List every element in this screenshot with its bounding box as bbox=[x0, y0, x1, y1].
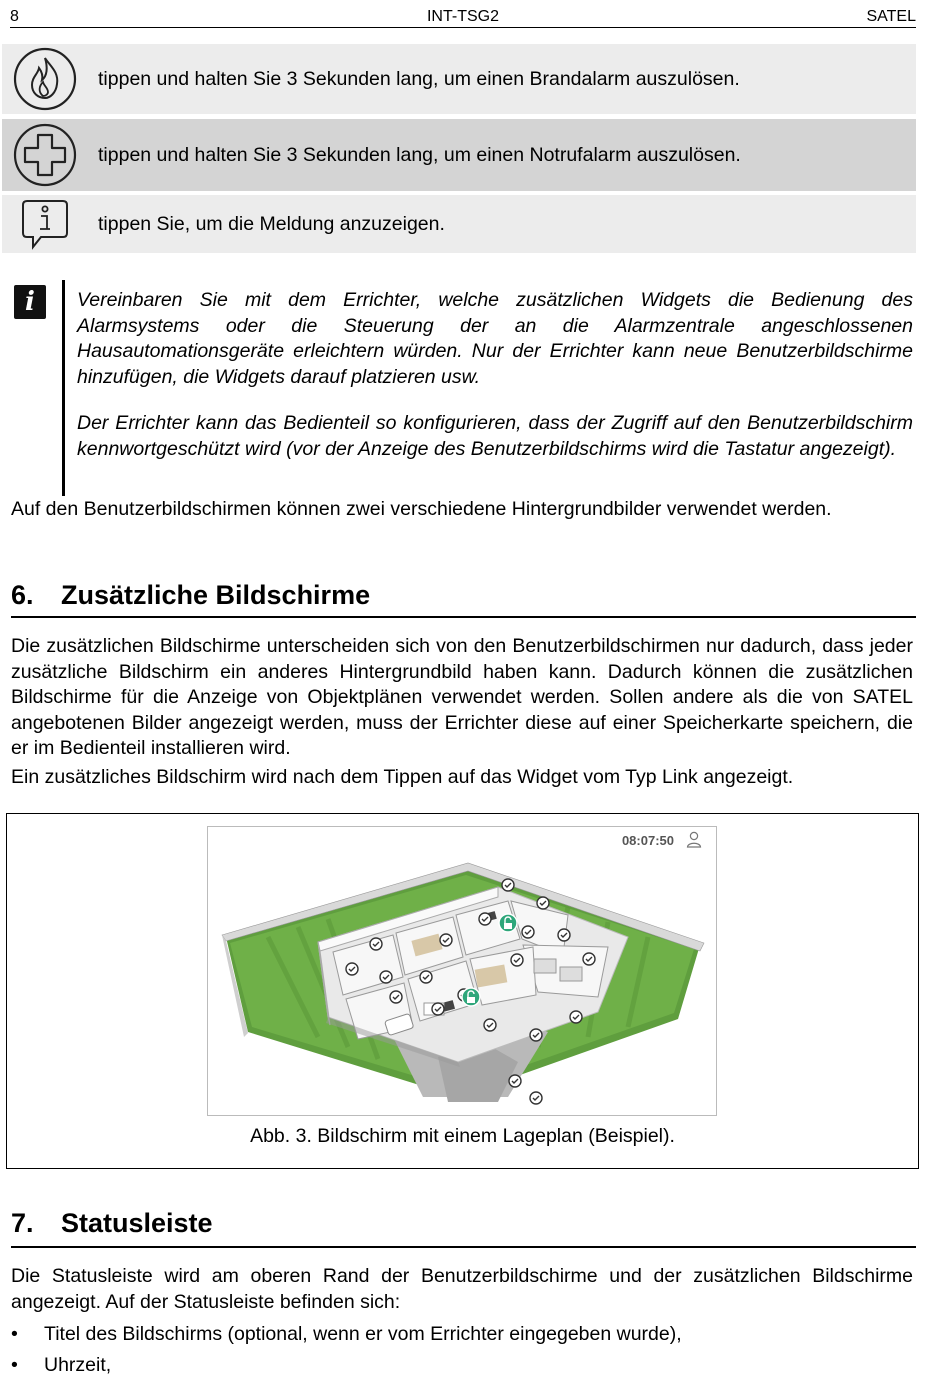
info-note-icon: i bbox=[14, 285, 46, 319]
page-header bbox=[10, 6, 916, 28]
fire-icon bbox=[2, 44, 88, 114]
background-paragraph: Auf den Benutzerbildschirmen können zwei verschiedene Hintergrundbilder verwendet werden. bbox=[11, 498, 832, 520]
user-icon bbox=[686, 831, 702, 853]
fire-alarm-row bbox=[2, 44, 916, 114]
floor-plan-image bbox=[208, 827, 717, 1116]
section-6-paragraph-1: Die zusätzlichen Bildschirme unterscheiden sich von den Benutzerbildschirmen nur dadurch, dass jeder zusätzliche Bildschirm ein anderes Hintergrundbild haben kann. Dadurch können die zusätzlichen Bildschirme für die Anzeige von Objektplänen verwendet werden. Sollen andere als die von SATEL angebotenen Bilder angezeigt werden, muss der Errichter diese auf einer Speicherkarte speichern, die er im Bedienteil installieren wird. bbox=[11, 635, 913, 759]
list-item: • Titel des Bildschirms (optional, wenn er vom Errichter eingegeben wurde), bbox=[11, 1322, 913, 1353]
message-row bbox=[2, 195, 916, 253]
section-6-heading bbox=[11, 580, 916, 618]
section-6-number: 6. bbox=[11, 580, 34, 610]
note-paragraph-1: Vereinbaren Sie mit dem Errichter, welche zusätzlichen Widgets die Bedienung des Alarmsystems oder die Steuerung der an die Alarmzentrale angeschlossenen Hausautomationsgeräte erleichtern würden. Nur der Errichter kann neue Benutzerbildschirme hinzufügen, die Widgets darauf platzieren usw. bbox=[77, 289, 913, 388]
list-item: • Uhrzeit, bbox=[11, 1353, 913, 1384]
message-text: tippen Sie, um die Meldung anzuzeigen. bbox=[98, 212, 445, 235]
section-7-paragraph: Die Statusleiste wird am oberen Rand der Benutzerbildschirme und der zusätzlichen Bildschirme angezeigt. Auf der Statusleiste befinden sich: bbox=[11, 1265, 913, 1313]
info-message-icon bbox=[2, 195, 88, 253]
status-bar-item-list bbox=[11, 1322, 913, 1384]
figure-caption: Abb. 3. Bildschirm mit einem Lageplan (Beispiel). bbox=[250, 1125, 675, 1147]
note-bar bbox=[62, 280, 65, 496]
emergency-alarm-text: tippen und halten Sie 3 Sekunden lang, um einen Notrufalarm auszulösen. bbox=[98, 143, 741, 166]
screen-status-bar bbox=[208, 827, 716, 853]
section-7-heading bbox=[11, 1208, 916, 1248]
section-6-paragraph-2: Ein zusätzliches Bildschirm wird nach dem Tippen auf das Widget vom Typ Link angezeigt. bbox=[11, 766, 794, 788]
note-paragraph-2: Der Errichter kann das Bedienteil so konfigurieren, dass der Zugriff auf den Benutzerbildschirm kennwortgeschützt wird (vor der Anzeige des Benutzerbildschirms wird die Tastatur angezeigt). bbox=[77, 412, 913, 460]
screen-clock: 08:07:50 bbox=[621, 833, 674, 848]
section-7-number: 7. bbox=[11, 1208, 34, 1238]
brand-name: SATEL bbox=[866, 8, 916, 25]
emergency-alarm-row bbox=[2, 119, 916, 191]
section-6-title: Zusätzliche Bildschirme bbox=[61, 580, 371, 610]
document-title: INT-TSG2 bbox=[426, 8, 499, 25]
page-number: 8 bbox=[10, 8, 19, 25]
medical-cross-icon bbox=[2, 119, 88, 191]
floor-plan-screen bbox=[207, 826, 717, 1116]
fire-alarm-text: tippen und halten Sie 3 Sekunden lang, um einen Brandalarm auszulösen. bbox=[98, 67, 740, 90]
section-7-title: Statusleiste bbox=[61, 1208, 213, 1238]
